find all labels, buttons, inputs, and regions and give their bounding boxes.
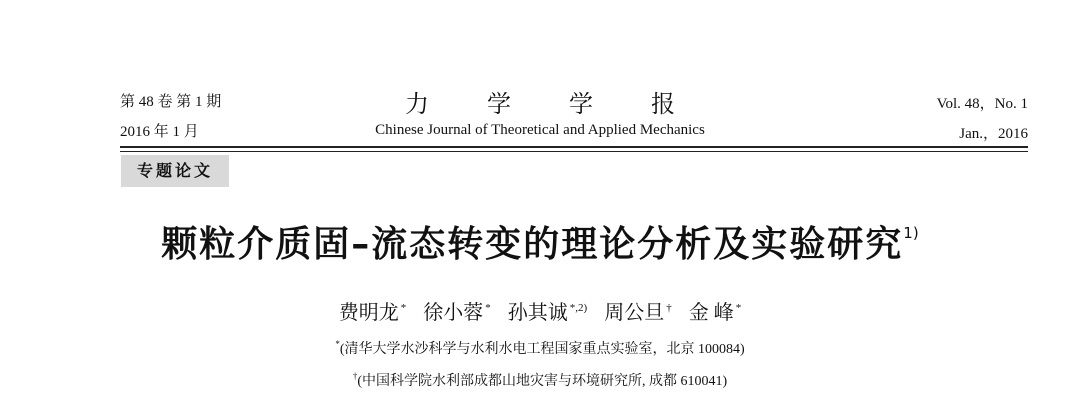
author-name: 徐小蓉 [423, 302, 484, 324]
author [423, 302, 491, 324]
header-rule-thin [120, 151, 1028, 152]
author [508, 302, 587, 324]
author-name: 费明龙 [338, 302, 399, 324]
header-rule-thick [120, 146, 1028, 148]
author-mark: * [400, 302, 407, 314]
author-mark: *,2) [569, 302, 588, 314]
paper-title [0, 216, 1080, 267]
author [604, 302, 672, 324]
date-en: Jan.，2016 [959, 126, 1028, 142]
journal-title-en: Chinese Journal of Theoretical and Applied Mechanics [375, 122, 705, 138]
affiliation-mark: * [335, 339, 340, 349]
journal-title-cn: 力 学 学 报 [405, 92, 701, 118]
affiliation [0, 338, 1080, 358]
affiliation-mark: † [352, 371, 358, 381]
date-line: 2016 年 1 月 [120, 124, 199, 140]
paper-title-text: 颗粒介质固–流态转变的理论分析及实验研究 [161, 224, 904, 265]
affiliation-text: (清华大学水沙科学与水利水电工程国家重点实验室，北京 100084) [339, 342, 745, 357]
title-footnote-mark: 1) [903, 224, 919, 242]
affiliation [0, 370, 1080, 390]
author-mark: * [735, 302, 742, 314]
section-tag: 专题论文 [121, 155, 229, 187]
volume-number: Vol. 48，No. 1 [936, 96, 1028, 112]
author-mark: † [666, 302, 672, 314]
issue-line: 第 48 卷 第 1 期 [120, 94, 222, 110]
affiliation-text: (中国科学院水利部成都山地灾害与环境研究所, 成都 610041) [357, 374, 728, 389]
author [339, 302, 407, 324]
author-name: 孙其诚 [507, 302, 568, 324]
author-list [0, 296, 1080, 325]
author-name: 金 峰 [688, 302, 734, 324]
author-name: 周公旦 [604, 302, 665, 324]
author-mark: * [485, 302, 491, 314]
author [689, 302, 742, 324]
